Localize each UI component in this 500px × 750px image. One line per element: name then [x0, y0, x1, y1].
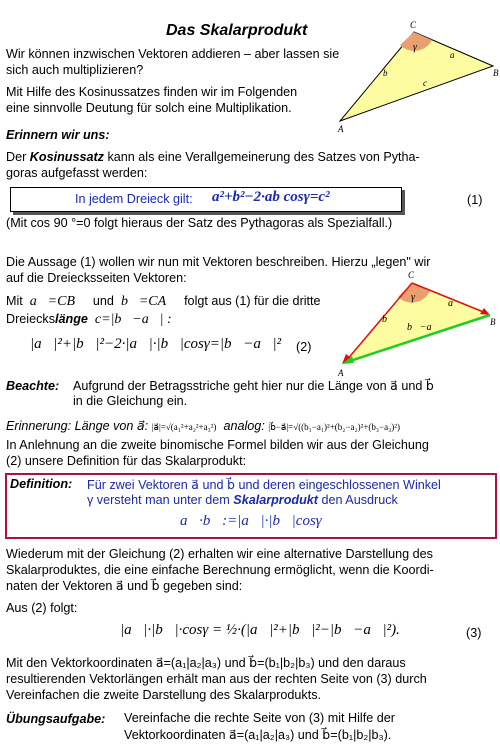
box1-number: (1): [467, 193, 483, 207]
anlehnung-line-1: In Anlehnung an die zweite binomische Formel bilden wir aus der Gleichung: [6, 438, 429, 452]
tri2-a: a⃗: [448, 298, 461, 309]
mit-line-1: [6, 293, 321, 310]
equation-3-number: (3): [466, 626, 482, 640]
wiederum-line-3: naten der Vektoren a⃗ und b⃗ gegeben sind:: [6, 579, 243, 593]
tri2-ba: b⃗−a⃗: [407, 322, 440, 333]
tri2-A: A: [338, 368, 344, 378]
intro-line-4: eine sinnvolle Deutung für solch eine Multiplikation.: [6, 101, 292, 115]
tri2-b: b⃗: [382, 314, 395, 325]
tri1-B: B: [493, 68, 499, 78]
mit-b-def: b⃗=CA⃗: [120, 294, 178, 309]
kos-term: Kosinussatz: [29, 150, 104, 164]
koordinaten-line-1: Mit den Vektorkoordinaten a⃗=(a₁|a₂|a₃) und b⃗=(b₁|b₂|b₃) und den daraus: [6, 656, 406, 670]
intro-line-2: sich auch multiplizieren?: [6, 63, 144, 77]
tri1-c: c: [423, 78, 427, 88]
equation-2: |a⃗|²+|b⃗|²−2·|a⃗|·|b⃗|cosγ=|b⃗−a⃗|²: [30, 336, 282, 352]
tri1-a: a: [450, 50, 455, 60]
beachte-label: Beachte:: [6, 379, 60, 393]
aussage-line-1: Die Aussage (1) wollen wir nun mit Vektoren beschreiben. Hierzu „legen" wir: [6, 255, 431, 269]
box1-label: In jedem Dreieck gilt:: [75, 192, 193, 206]
erinnerung-line: [6, 418, 400, 435]
kosinussatz-line-2: goras aufgefasst werden:: [6, 166, 148, 180]
tri1-A: A: [338, 124, 344, 134]
anlehnung-line-2: (2) unsere Definition für das Skalarprodukt:: [6, 454, 247, 468]
aus2-text: Aus (2) folgt:: [6, 601, 78, 615]
cos-note: (Mit cos 90 °=0 folgt hieraus der Satz des Pythagoras als Spezialfall.): [6, 216, 393, 230]
mit-line-2: [6, 311, 172, 328]
definition-line-2: [87, 493, 398, 507]
tri1-C: C: [410, 20, 417, 30]
recall-heading: Erinnern wir uns:: [6, 128, 110, 142]
erinnerung-formula-1: |a⃗|=√(a₁²+a₂²+a₃²): [151, 422, 217, 432]
wiederum-line-2: Skalarproduktes, die eine einfache Berechnung ermöglicht, wenn die Koordi-: [6, 563, 434, 577]
tri2-gamma: γ: [411, 292, 415, 303]
erinnerung-analog: analog:: [223, 419, 265, 433]
kosinussatz-line-1: [6, 149, 420, 165]
triangle-diagram-1: [330, 18, 500, 136]
mit-line2-term: länge: [55, 312, 88, 326]
equation-3: |a⃗|·|b⃗|·cosγ = ½·(|a⃗|²+|b⃗|²−|b⃗−a⃗|²).: [120, 622, 400, 638]
formula-box-1: [10, 187, 402, 212]
aussage-line-2: auf die Dreiecksseiten Vektoren:: [6, 271, 187, 285]
mit-post: folgt aus (1) für die dritte: [184, 294, 321, 308]
mit-line2-pre: Dreiecks: [6, 312, 55, 326]
definition-formula: a⃗·b⃗:=|a⃗|·|b⃗|cosγ: [180, 513, 322, 529]
beachte-line-2: in die Gleichung ein.: [73, 394, 188, 408]
definition-line2-pre: γ versteht man unter dem: [87, 493, 234, 507]
koordinaten-line-3: Vereinfachen die zweite Darstellung des Skalarprodukts.: [6, 688, 322, 702]
triangle-diagram-2: [330, 268, 500, 380]
koordinaten-line-2: resultierenden Vektorlängen erhält man aus der rechten Seite von (3) durch: [6, 672, 427, 686]
equation-2-number: (2): [296, 340, 312, 354]
mit-a-def: a⃗=CB⃗: [29, 294, 86, 309]
erinnerung-label: Erinnerung: Länge von a⃗:: [6, 419, 149, 433]
intro-line-1: Wir können inzwischen Vektoren addieren – aber lassen sie: [6, 47, 340, 61]
mit-line2-formula: c=|b⃗−a⃗| :: [94, 312, 172, 327]
box1-formula: a²+b²−2·ab cosγ=c²: [212, 189, 330, 205]
mit-und: und: [92, 294, 114, 308]
definition-label: Definition:: [10, 477, 73, 491]
definition-line2-post: den Ausdruck: [317, 493, 398, 507]
intro-line-3: Mit Hilfe des Kosinussatzes finden wir im Folgenden: [6, 85, 298, 99]
definition-line-1: Für zwei Vektoren a⃗ und b⃗ und deren eingeschlossenen Winkel: [87, 478, 441, 492]
wiederum-line-1: Wiederum mit der Gleichung (2) erhalten wir eine alternative Darstellung des: [6, 547, 433, 561]
mit-pre: Mit: [6, 294, 23, 308]
beachte-line-1: Aufgrund der Betragsstriche geht hier nur die Länge von a⃗ und b⃗: [73, 379, 434, 393]
kos-pre: Der: [6, 150, 30, 164]
uebung-line-2: Vektorkoordinaten a⃗=(a₁|a₂|a₃) und b⃗=(b₁|b₂|b₃).: [124, 728, 392, 742]
tri2-C: C: [408, 270, 415, 280]
page-title: Das Skalarprodukt: [166, 22, 308, 39]
tri2-B: B: [490, 317, 496, 327]
tri1-b: b: [383, 68, 388, 78]
definition-term: Skalarprodukt: [233, 493, 318, 507]
uebung-line-1: Vereinfache die rechte Seite von (3) mit Hilfe der: [124, 711, 395, 725]
kos-post: kann als eine Verallgemeinerung des Satzes von Pytha-: [103, 150, 420, 164]
uebung-label: Übungsaufgabe:: [6, 712, 106, 726]
tri1-gamma: γ: [413, 42, 417, 53]
erinnerung-formula-2: |b⃗−a⃗|=√((b₁−a₁)²+(b₂−a₂)²+(b₃−a₃)²): [268, 422, 400, 432]
